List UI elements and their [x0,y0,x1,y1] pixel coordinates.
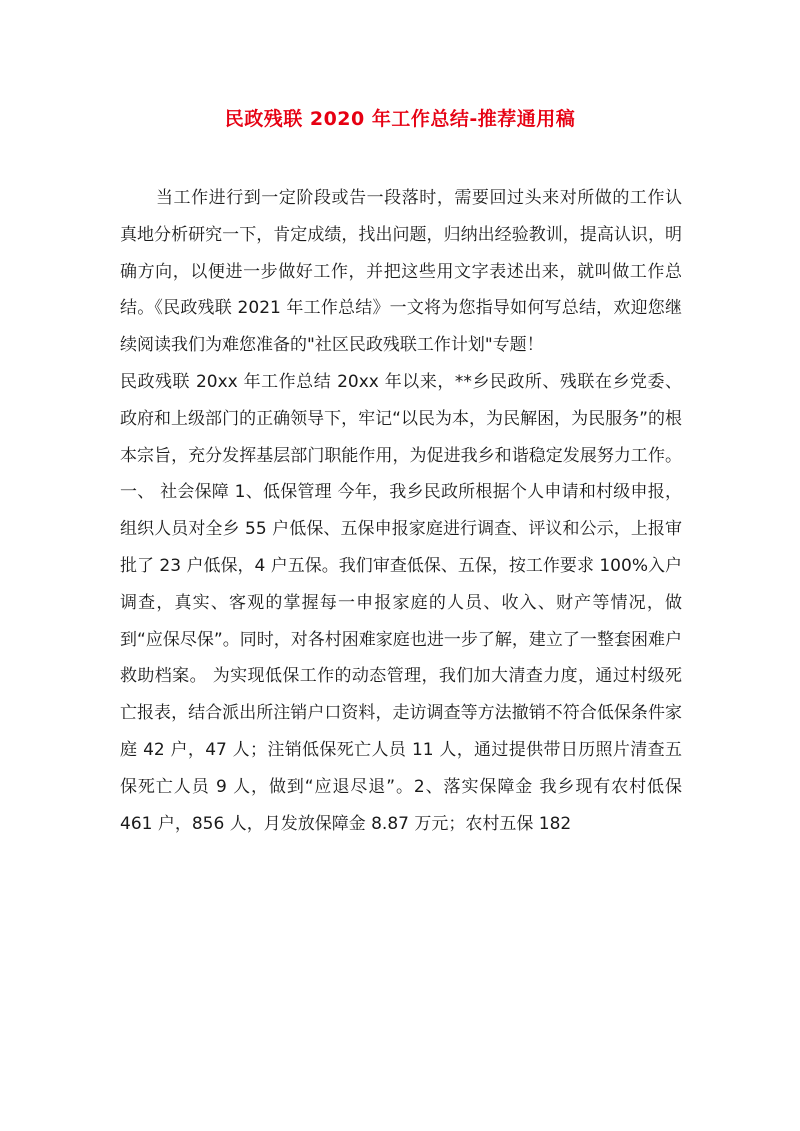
paragraph-intro: 当工作进行到一定阶段或告一段落时，需要回过头来对所做的工作认真地分析研究一下，肯定成绩，找出问题，归纳出经验教训，提高认识，明确方向，以便进一步做好工作，并把这些用文字表述出来，就叫做工作总结。《民政残联 2021 年工作总结》一文将为您指导如何写总结，欢迎您继续阅读我们为难您准备的"社区民政残联工作计划"专题！ [120,188,682,356]
document-body [120,180,682,842]
document-title: 民政残联 2020 年工作总结-推荐通用稿 [224,108,576,130]
paragraph-main: 民政残联 20xx 年工作总结 20xx 年以来，**乡民政所、残联在乡党委、政府和上级部门的正确领导下，牢记“以民为本，为民解困，为民服务”的根本宗旨，充分发挥基层部门职能作用，为促进我乡和谐稳定发展努力工作。一、 社会保障 1、低保管理 今年，我乡民政所根据个人申请和村级申报，组织人员对全乡 55 户低保、五保申报家庭进行调查、评议和公示，上报审批了 23 户低保，4 户五保。我们审查低保、五保，按工作要求 100%入户调查，真实、客观的掌握每一申报家庭的人员、收入、财产等情况，做到“应保尽保”。同时，对各村困难家庭也进一步了解，建立了一整套困难户救助档案。 为实现低保工作的动态管理，我们加大清查力度，通过村级死亡报表，结合派出所注销户口资料，走访调查等方法撤销不符合低保条件家庭 42 户，47 人；注销低保死亡人员 11 人，通过提供带日历照片清查五保死亡人员 9 人，做到“应退尽退”。2、落实保障金 我乡现有农村低保 461 户，856 人，月发放保障金 8.87 万元；农村五保 182 [120,371,682,834]
